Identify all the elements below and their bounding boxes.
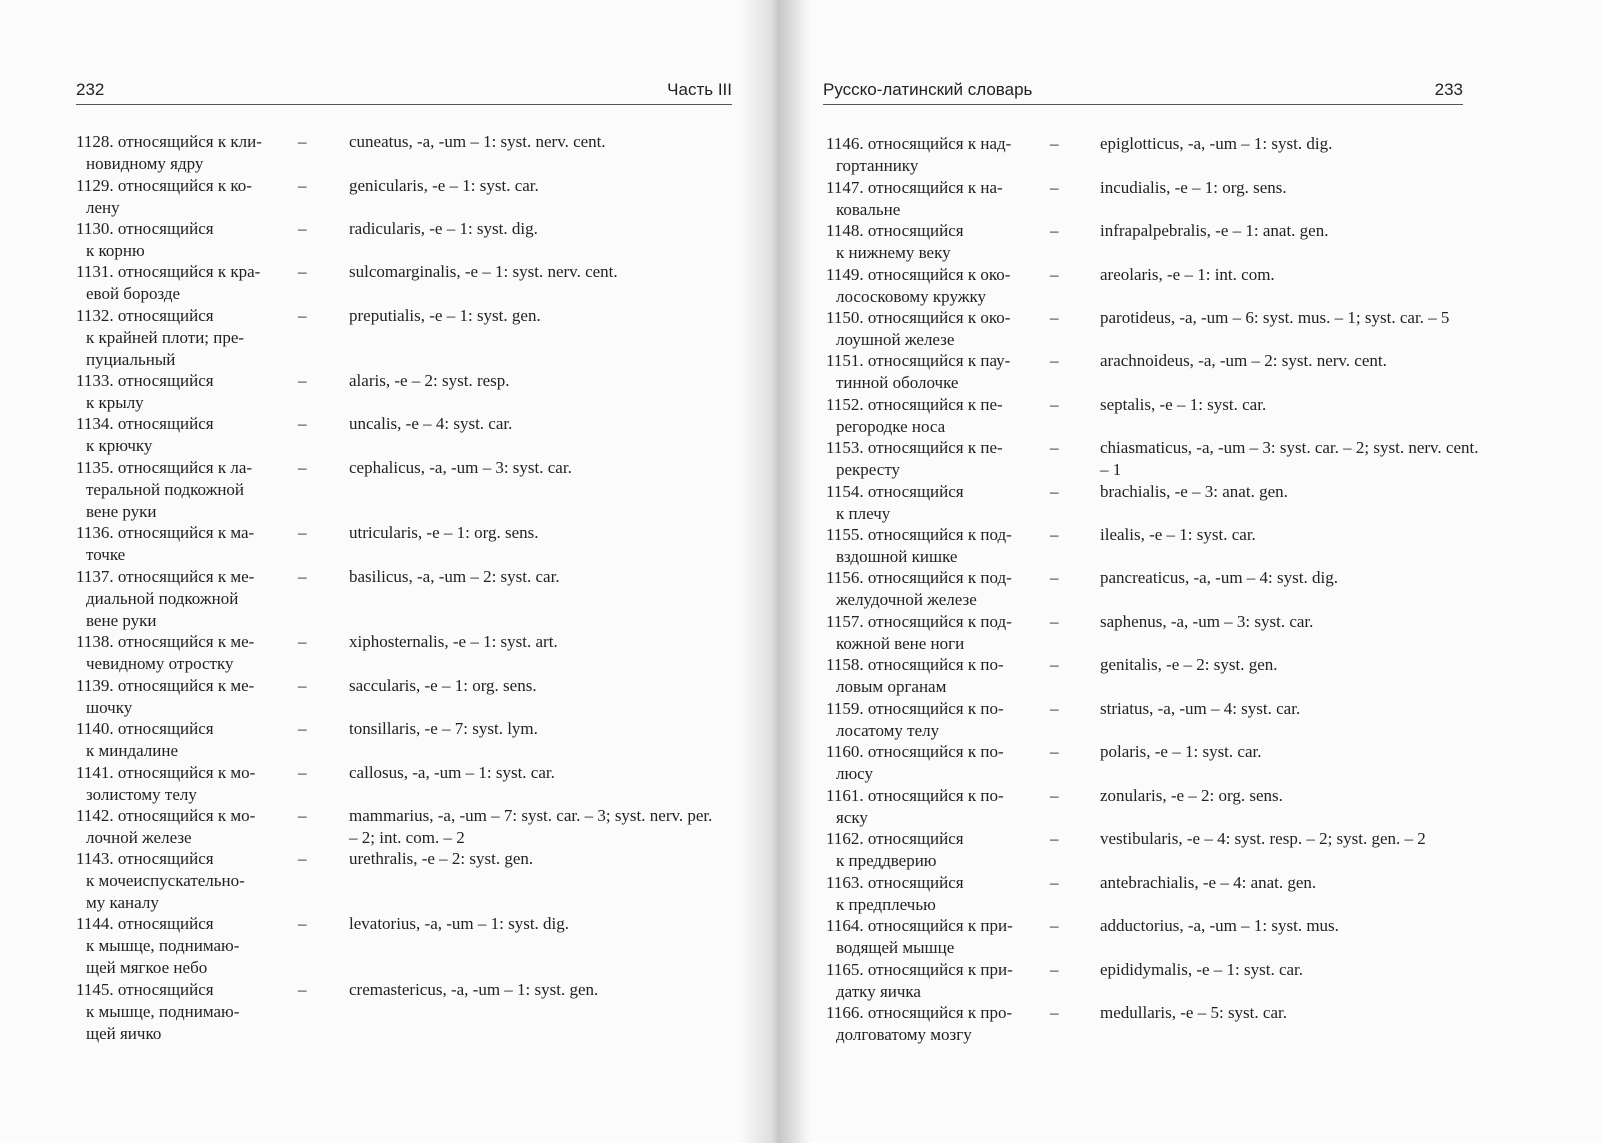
russian-term [826, 741, 1041, 785]
russian-term-line: 1151. относящийся к пау- [826, 351, 1011, 370]
russian-term-line: регородке носа [836, 416, 946, 436]
russian-term-line: 1138. относящийся к ме- [76, 632, 255, 651]
russian-term-line: 1165. относящийся к при- [826, 960, 1013, 979]
russian-term [76, 566, 296, 631]
russian-term-line: 1157. относящийся к под- [826, 612, 1012, 631]
entry-dash: – [1050, 873, 1059, 892]
russian-term-line: 1144. относящийся [76, 914, 214, 933]
page-header [76, 78, 732, 105]
russian-term-line: евой борозде [86, 283, 181, 303]
left-page [0, 0, 782, 1143]
russian-term-line: 1150. относящийся к око- [826, 308, 1011, 327]
russian-term [76, 762, 296, 806]
russian-term [826, 654, 1041, 698]
russian-term [826, 524, 1041, 568]
entry-dash: – [298, 914, 307, 933]
entry-dash: – [1050, 265, 1059, 284]
russian-term-line: датку яичка [836, 981, 921, 1001]
latin-term: saccularis, -e – 1: org. sens. [349, 676, 537, 695]
russian-term-line: вздошной кишке [836, 546, 958, 566]
russian-term [76, 305, 296, 370]
entry-dash: – [1050, 786, 1059, 805]
russian-term-line: 1129. относящийся к ко- [76, 176, 252, 195]
russian-term-line: лоушной железе [836, 329, 955, 349]
latin-term: utricularis, -e – 1: org. sens. [349, 523, 539, 542]
entry-dash: – [1050, 612, 1059, 631]
russian-term [826, 1002, 1041, 1046]
russian-term [76, 848, 296, 913]
russian-term-line: рекресту [836, 459, 901, 479]
entry-dash: – [1050, 1003, 1059, 1022]
latin-term: saphenus, -a, -um – 3: syst. car. [1100, 612, 1314, 631]
entry-dash: – [1050, 178, 1059, 197]
russian-term-line: 1149. относящийся к око- [826, 265, 1011, 284]
russian-term-line: 1152. относящийся к пе- [826, 395, 1003, 414]
russian-term-line: к корню [86, 240, 145, 260]
russian-term-line: к мочеиспускательно- [86, 870, 245, 890]
latin-term: antebrachialis, -e – 4: anat. gen. [1100, 873, 1317, 892]
entry-dash: – [1050, 395, 1059, 414]
latin-term: brachialis, -e – 3: anat. gen. [1100, 482, 1288, 501]
entry-dash: – [1050, 699, 1059, 718]
entry-dash: – [1050, 221, 1059, 240]
russian-term [826, 437, 1041, 481]
entry-dash: – [298, 458, 307, 477]
latin-term: striatus, -a, -um – 4: syst. car. [1100, 699, 1301, 718]
entry-dash: – [298, 132, 307, 151]
entry-dash: – [1050, 916, 1059, 935]
russian-term-line: ковальне [836, 199, 901, 219]
russian-term-line: 1145. относящийся [76, 980, 214, 999]
russian-term-line: к нижнему веку [836, 242, 951, 262]
russian-term-line: тинной оболочке [836, 372, 959, 392]
latin-term: areolaris, -e – 1: int. com. [1100, 265, 1275, 284]
entry-dash: – [298, 676, 307, 695]
russian-term-line: му каналу [86, 892, 159, 912]
entry-dash: – [1050, 960, 1059, 979]
entry-dash: – [298, 219, 307, 238]
latin-term: alaris, -e – 2: syst. resp. [349, 371, 510, 390]
entry-dash: – [1050, 482, 1059, 501]
russian-term-line: 1146. относящийся к над- [826, 134, 1012, 153]
entry-dash: – [298, 176, 307, 195]
russian-term [76, 805, 296, 849]
russian-term-line: пуциальный [86, 349, 176, 369]
russian-term-line: яску [836, 807, 868, 827]
russian-term [76, 979, 296, 1044]
russian-term-line: вене руки [86, 610, 157, 630]
latin-term: radicularis, -e – 1: syst. dig. [349, 219, 538, 238]
entry-dash: – [1050, 829, 1059, 848]
latin-term: callosus, -a, -um – 1: syst. car. [349, 763, 555, 782]
latin-term: cremastericus, -a, -um – 1: syst. gen. [349, 980, 599, 999]
latin-term: epiglotticus, -a, -um – 1: syst. dig. [1100, 134, 1333, 153]
russian-term-line: 1130. относящийся [76, 219, 214, 238]
russian-term-line: 1164. относящийся к при- [826, 916, 1013, 935]
latin-term: adductorius, -a, -um – 1: syst. mus. [1100, 916, 1339, 935]
russian-term-line: 1154. относящийся [826, 482, 964, 501]
russian-term-line: 1135. относящийся к ла- [76, 458, 253, 477]
running-head: Часть III [667, 80, 732, 99]
russian-term [826, 481, 1041, 525]
russian-term [826, 698, 1041, 742]
russian-term [826, 785, 1041, 829]
entry-dash: – [298, 806, 307, 825]
russian-term [826, 350, 1041, 394]
russian-term-line: вене руки [86, 501, 157, 521]
entry-dash: – [1050, 568, 1059, 587]
russian-term-line: 1156. относящийся к под- [826, 568, 1012, 587]
russian-term [826, 959, 1041, 1003]
entry-dash: – [298, 567, 307, 586]
entry-dash: – [298, 763, 307, 782]
russian-term-line: водящей мышце [836, 937, 955, 957]
page-number: 232 [76, 80, 105, 99]
latin-term: uncalis, -e – 4: syst. car. [349, 414, 513, 433]
russian-term-line: люсу [836, 763, 874, 783]
entry-dash: – [1050, 308, 1059, 327]
latin-term: tonsillaris, -e – 7: syst. lym. [349, 719, 538, 738]
russian-term-line: 1132. относящийся [76, 306, 214, 325]
russian-term-line: к крючку [86, 435, 153, 455]
russian-term-line: кожной вене ноги [836, 633, 965, 653]
page-number: 233 [1434, 80, 1463, 99]
latin-term: epididymalis, -e – 1: syst. car. [1100, 960, 1304, 979]
russian-term-line: 1153. относящийся к пе- [826, 438, 1003, 457]
russian-term-line: 1160. относящийся к по- [826, 742, 1004, 761]
latin-term: incudialis, -e – 1: org. sens. [1100, 178, 1287, 197]
latin-term: genicularis, -e – 1: syst. car. [349, 176, 539, 195]
russian-term [826, 177, 1041, 221]
russian-term [76, 218, 296, 262]
latin-term: cuneatus, -a, -um – 1: syst. nerv. cent. [349, 132, 606, 151]
russian-term-line: 1139. относящийся к ме- [76, 676, 255, 695]
entry-dash: – [1050, 655, 1059, 674]
russian-term-line: золистому телу [86, 784, 197, 804]
russian-term [826, 394, 1041, 438]
russian-term-line: диальной подкожной [86, 588, 239, 608]
russian-term [826, 872, 1041, 916]
russian-term-line: желудочной железе [836, 589, 977, 609]
russian-term [76, 675, 296, 719]
russian-term-line: 1136. относящийся к ма- [76, 523, 255, 542]
russian-term-line: щей яичко [86, 1023, 162, 1043]
russian-term-line: 1148. относящийся [826, 221, 964, 240]
latin-term: xiphosternalis, -e – 1: syst. art. [349, 632, 558, 651]
russian-term-line: 1128. относящийся к кли- [76, 132, 262, 151]
latin-term: infrapalpebralis, -e – 1: anat. gen. [1100, 221, 1329, 240]
russian-term-line: к предплечью [836, 894, 936, 914]
russian-term-line: к мышце, поднимаю- [86, 1001, 240, 1021]
russian-term-line: 1163. относящийся [826, 873, 964, 892]
russian-term-line: щей мягкое небо [86, 957, 208, 977]
entry-dash: – [298, 980, 307, 999]
russian-term-line: долговатому мозгу [836, 1024, 972, 1044]
russian-term [76, 413, 296, 457]
russian-term-line: 1147. относящийся к на- [826, 178, 1003, 197]
latin-term: basilicus, -a, -um – 2: syst. car. [349, 567, 560, 586]
entry-dash: – [298, 306, 307, 325]
entry-dash: – [298, 632, 307, 651]
latin-term: levatorius, -a, -um – 1: syst. dig. [349, 914, 570, 933]
latin-term: pancreaticus, -a, -um – 4: syst. dig. [1100, 568, 1338, 587]
russian-term-line: 1158. относящийся к по- [826, 655, 1004, 674]
entry-dash: – [1050, 742, 1059, 761]
latin-term: arachnoideus, -a, -um – 2: syst. nerv. cent. [1100, 351, 1387, 370]
entry-dash: – [298, 523, 307, 542]
russian-term-line: 1133. относящийся [76, 371, 214, 390]
russian-term-line: лену [86, 197, 120, 217]
russian-term-line: 1140. относящийся [76, 719, 214, 738]
russian-term [826, 264, 1041, 308]
right-page [782, 0, 1601, 1143]
latin-term: septalis, -e – 1: syst. car. [1100, 395, 1267, 414]
entry-dash: – [298, 414, 307, 433]
russian-term-line: к крылу [86, 392, 144, 412]
russian-term-line: к плечу [836, 503, 891, 523]
entry-dash: – [298, 262, 307, 281]
russian-term-line: лососковому кружку [836, 286, 986, 306]
russian-term-line: лосатому телу [836, 720, 940, 740]
russian-term-line: 1162. относящийся [826, 829, 964, 848]
entry-dash: – [298, 849, 307, 868]
latin-term: zonularis, -e – 2: org. sens. [1100, 786, 1283, 805]
russian-term [76, 718, 296, 762]
russian-term [76, 522, 296, 566]
russian-term-line: чевидному отростку [86, 653, 234, 673]
entry-dash: – [1050, 438, 1059, 457]
russian-term-line: 1142. относящийся к мо- [76, 806, 256, 825]
russian-term-line: 1166. относящийся к про- [826, 1003, 1013, 1022]
latin-term: chiasmaticus, -a, -um – 3: syst. car. – 2; syst. nerv. cent. – 1 [1100, 438, 1479, 479]
russian-term-line: ловым органам [836, 676, 947, 696]
russian-term [826, 828, 1041, 872]
russian-term [76, 131, 296, 175]
latin-term: polaris, -e – 1: syst. car. [1100, 742, 1262, 761]
russian-term [826, 133, 1041, 177]
russian-term-line: теральной подкожной [86, 479, 245, 499]
russian-term-line: шочку [86, 697, 133, 717]
russian-term [76, 261, 296, 305]
russian-term-line: к мышце, поднимаю- [86, 935, 240, 955]
russian-term [76, 913, 296, 978]
latin-term: parotideus, -a, -um – 6: syst. mus. – 1; syst. car. – 5 [1100, 308, 1450, 327]
russian-term-line: 1131. относящийся к кра- [76, 262, 261, 281]
russian-term-line: к преддверию [836, 850, 937, 870]
russian-term [826, 567, 1041, 611]
russian-term [826, 915, 1041, 959]
russian-term-line: гортаннику [836, 155, 919, 175]
latin-term: medullaris, -e – 5: syst. car. [1100, 1003, 1287, 1022]
russian-term [826, 611, 1041, 655]
latin-term: mammarius, -a, -um – 7: syst. car. – 3; syst. nerv. per. – 2; int. com. – 2 [349, 806, 713, 847]
russian-term [826, 307, 1041, 351]
russian-term-line: лочной железе [86, 827, 192, 847]
russian-term-line: точке [86, 544, 126, 564]
latin-term: cephalicus, -a, -um – 3: syst. car. [349, 458, 572, 477]
latin-term: genitalis, -e – 2: syst. gen. [1100, 655, 1278, 674]
russian-term-line: 1137. относящийся к ме- [76, 567, 255, 586]
latin-term: sulcomarginalis, -e – 1: syst. nerv. cent. [349, 262, 618, 281]
page-header [823, 78, 1463, 105]
entry-dash: – [1050, 351, 1059, 370]
russian-term-line: 1161. относящийся к по- [826, 786, 1004, 805]
russian-term-line: 1134. относящийся [76, 414, 214, 433]
russian-term-line: 1141. относящийся к мо- [76, 763, 256, 782]
entry-dash: – [298, 371, 307, 390]
russian-term [76, 175, 296, 219]
russian-term [76, 631, 296, 675]
running-head: Русско-латинский словарь [823, 80, 1033, 99]
entry-dash: – [1050, 525, 1059, 544]
latin-term: ilealis, -e – 1: syst. car. [1100, 525, 1256, 544]
entry-dash: – [298, 719, 307, 738]
latin-term: preputialis, -e – 1: syst. gen. [349, 306, 541, 325]
russian-term-line: 1155. относящийся к под- [826, 525, 1012, 544]
entry-dash: – [1050, 134, 1059, 153]
latin-term: urethralis, -e – 2: syst. gen. [349, 849, 534, 868]
russian-term [826, 220, 1041, 264]
latin-term: vestibularis, -e – 4: syst. resp. – 2; syst. gen. – 2 [1100, 829, 1426, 848]
russian-term-line: 1159. относящийся к по- [826, 699, 1004, 718]
russian-term-line: новидному ядру [86, 153, 204, 173]
russian-term-line: 1143. относящийся [76, 849, 214, 868]
russian-term [76, 370, 296, 414]
russian-term-line: к миндалине [86, 740, 179, 760]
russian-term-line: к крайней плоти; пре- [86, 327, 245, 347]
russian-term [76, 457, 296, 522]
